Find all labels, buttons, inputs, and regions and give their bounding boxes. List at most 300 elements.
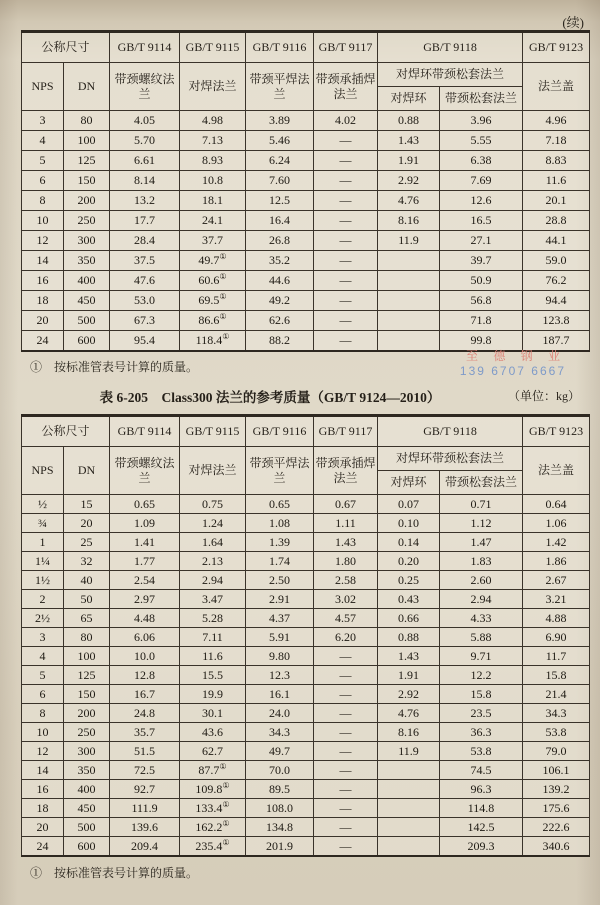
footnote-marker: ① (222, 780, 230, 790)
table-cell: — (314, 704, 378, 723)
table-cell: 74.5 (440, 761, 523, 780)
table-cell: 18.1 (180, 191, 246, 211)
table-row (22, 271, 590, 291)
header-weld-ring: 对焊环 (378, 87, 440, 111)
table-cell: — (314, 742, 378, 761)
table-row (22, 552, 590, 571)
header-weld-neck-flange: 对焊法兰 (180, 447, 246, 495)
table-cell: 19.9 (180, 685, 246, 704)
table2-body (22, 495, 590, 857)
table-cell: 49.7① (180, 251, 246, 271)
table-cell: 40 (64, 571, 110, 590)
header-weld-ring: 对焊环 (378, 471, 440, 495)
table-cell: 16.1 (246, 685, 314, 704)
table-cell: 11.7 (523, 647, 590, 666)
table-cell: 6.20 (314, 628, 378, 647)
table-cell: 67.3 (110, 311, 180, 331)
table-cell: 28.4 (110, 231, 180, 251)
table-cell: 18 (22, 291, 64, 311)
table-cell (378, 311, 440, 331)
table-cell: 16.4 (246, 211, 314, 231)
table-cell: 0.43 (378, 590, 440, 609)
table-cell: 125 (64, 666, 110, 685)
table-cell: 400 (64, 271, 110, 291)
table-cell: 109.8① (180, 780, 246, 799)
table-cell: 72.5 (110, 761, 180, 780)
header-threaded-neck-flange: 带颈螺纹法兰 (110, 63, 180, 111)
table-cell: — (314, 271, 378, 291)
header-slip-on-neck-flange: 带颈平焊法兰 (246, 63, 314, 111)
table2-title (0, 386, 540, 406)
table-cell: 4.57 (314, 609, 378, 628)
table-cell: 49.7 (246, 742, 314, 761)
table-cell: 32 (64, 552, 110, 571)
table-cell: 95.4 (110, 331, 180, 352)
header-nominal-size: 公称尺寸 (22, 416, 110, 447)
table-cell: 4.02 (314, 111, 378, 131)
table-cell: 87.7① (180, 761, 246, 780)
table-cell: 16 (22, 271, 64, 291)
table-cell: 350 (64, 761, 110, 780)
table-cell: 20.1 (523, 191, 590, 211)
table-cell: 15 (64, 495, 110, 514)
table-cell: 0.71 (440, 495, 523, 514)
table-cell: 500 (64, 818, 110, 837)
table-cell: — (314, 818, 378, 837)
table-cell: — (314, 666, 378, 685)
table-cell: 1.24 (180, 514, 246, 533)
table-cell: 300 (64, 742, 110, 761)
table-cell: 14 (22, 761, 64, 780)
footnote-table2: ① 按标准管表号计算的质量。 (30, 866, 199, 880)
table-cell: 2.60 (440, 571, 523, 590)
table-cell: 10 (22, 211, 64, 231)
table-cell: 6 (22, 685, 64, 704)
table-cell: 4.37 (246, 609, 314, 628)
table-cell: 250 (64, 211, 110, 231)
table-cell (378, 291, 440, 311)
header-neck-lap-flange: 带颈松套法兰 (440, 471, 523, 495)
table-row (22, 742, 590, 761)
table-cell: 1.64 (180, 533, 246, 552)
table-cell: 2½ (22, 609, 64, 628)
table-cell: 20 (22, 311, 64, 331)
table-cell: 150 (64, 685, 110, 704)
header-socket-weld-neck-flange: 带颈承插焊法兰 (314, 63, 378, 111)
table-cell: 1.43 (378, 647, 440, 666)
table-cell: 24 (22, 331, 64, 352)
header-gbt9115: GB/T 9115 (180, 32, 246, 63)
table-cell: 6.24 (246, 151, 314, 171)
table-cell: 5.88 (440, 628, 523, 647)
table-cell: 4 (22, 131, 64, 151)
table-cell: 92.7 (110, 780, 180, 799)
table-cell: 76.2 (523, 271, 590, 291)
table-cell: 3 (22, 628, 64, 647)
table-cell: — (314, 291, 378, 311)
table-cell: 100 (64, 647, 110, 666)
table2-unit: （单位：kg） (507, 389, 580, 403)
header-threaded-neck-flange: 带颈螺纹法兰 (110, 447, 180, 495)
table-cell: 3.89 (246, 111, 314, 131)
table-cell: 50.9 (440, 271, 523, 291)
table-cell: 6.61 (110, 151, 180, 171)
table-cell: 209.3 (440, 837, 523, 857)
table-row (22, 291, 590, 311)
header-socket-weld-neck-flange: 带颈承插焊法兰 (314, 447, 378, 495)
table-cell: — (314, 837, 378, 857)
table-cell: 2.92 (378, 685, 440, 704)
table-row (22, 514, 590, 533)
table-cell: 9.80 (246, 647, 314, 666)
table-cell: — (314, 311, 378, 331)
table-cell: 500 (64, 311, 110, 331)
table-cell: 150 (64, 171, 110, 191)
header-slip-on-neck-flange: 带颈平焊法兰 (246, 447, 314, 495)
header-nominal-size: 公称尺寸 (22, 32, 110, 63)
header-gbt9123: GB/T 9123 (523, 416, 590, 447)
table-row (22, 704, 590, 723)
table-cell: 1.41 (110, 533, 180, 552)
table-cell: 100 (64, 131, 110, 151)
table-row (22, 571, 590, 590)
table-row (22, 171, 590, 191)
table-cell: 5 (22, 666, 64, 685)
table-cell: 1.42 (523, 533, 590, 552)
table-cell: 1.91 (378, 151, 440, 171)
table-cell: 0.10 (378, 514, 440, 533)
table-cell: 12.2 (440, 666, 523, 685)
table-cell: 7.18 (523, 131, 590, 151)
table2-header (22, 416, 590, 495)
footnote-marker: ① (219, 292, 227, 301)
table-cell: 175.6 (523, 799, 590, 818)
table-row (22, 231, 590, 251)
table-cell: 5 (22, 151, 64, 171)
footnote-marker: ① (222, 818, 230, 828)
table-row (22, 799, 590, 818)
table-cell: 34.3 (246, 723, 314, 742)
table-cell: 8.14 (110, 171, 180, 191)
footnote-marker: ① (219, 252, 227, 261)
table-cell: 21.4 (523, 685, 590, 704)
table-cell: 450 (64, 291, 110, 311)
table-cell: 2.92 (378, 171, 440, 191)
table-cell: 235.4① (180, 837, 246, 857)
table-row (22, 533, 590, 552)
table-cell: — (314, 131, 378, 151)
table-cell: 24.1 (180, 211, 246, 231)
table1-body (22, 111, 590, 352)
table-cell: 6.38 (440, 151, 523, 171)
table-cell (378, 780, 440, 799)
table-cell: 1.80 (314, 552, 378, 571)
table-cell: 200 (64, 704, 110, 723)
table-row (22, 111, 590, 131)
table-cell: 1.91 (378, 666, 440, 685)
table-row (22, 251, 590, 271)
table-cell (378, 251, 440, 271)
table-cell: — (314, 761, 378, 780)
table-cell: 139.2 (523, 780, 590, 799)
table-cell: 1.77 (110, 552, 180, 571)
table-cell: 0.25 (378, 571, 440, 590)
table-cell: 1.12 (440, 514, 523, 533)
header-blind-flange: 法兰盖 (523, 63, 590, 111)
table-cell: 26.8 (246, 231, 314, 251)
table-cell: 44.6 (246, 271, 314, 291)
table-cell: 14 (22, 251, 64, 271)
table-cell: 340.6 (523, 837, 590, 857)
table-cell: 35.2 (246, 251, 314, 271)
table-cell (378, 271, 440, 291)
table-cell: 49.2 (246, 291, 314, 311)
footnote-marker: ① (222, 799, 230, 809)
table-cell: 142.5 (440, 818, 523, 837)
table-cell: 7.11 (180, 628, 246, 647)
table-cell: 106.1 (523, 761, 590, 780)
table-cell: 37.7 (180, 231, 246, 251)
table-cell: 0.20 (378, 552, 440, 571)
table-cell: 450 (64, 799, 110, 818)
table-cell: 56.8 (440, 291, 523, 311)
table-cell (378, 837, 440, 857)
table-cell: 6.90 (523, 628, 590, 647)
footnote-marker: ① (219, 272, 227, 281)
table-cell: 0.07 (378, 495, 440, 514)
table-row (22, 495, 590, 514)
table-cell: 0.65 (110, 495, 180, 514)
table-cell: 1¼ (22, 552, 64, 571)
table-cell: 1½ (22, 571, 64, 590)
table-cell: 250 (64, 723, 110, 742)
table-cell: 0.66 (378, 609, 440, 628)
table-cell: 71.8 (440, 311, 523, 331)
table-cell: 108.0 (246, 799, 314, 818)
table-cell: 12.3 (246, 666, 314, 685)
table-cell: 8.93 (180, 151, 246, 171)
table-cell: 4.48 (110, 609, 180, 628)
table-cell: 2.94 (180, 571, 246, 590)
table-cell: 6.06 (110, 628, 180, 647)
table-cell: 53.8 (523, 723, 590, 742)
table-cell: 6 (22, 171, 64, 191)
table-cell: 8 (22, 704, 64, 723)
table-cell: 16.5 (440, 211, 523, 231)
class300-flange-weight-table (21, 414, 590, 857)
table-cell: ¾ (22, 514, 64, 533)
table-cell: — (314, 211, 378, 231)
table-cell: 3.96 (440, 111, 523, 131)
table-cell: 2.54 (110, 571, 180, 590)
table-row (22, 647, 590, 666)
table-cell: 123.8 (523, 311, 590, 331)
table-cell: 20 (64, 514, 110, 533)
table-cell: 12.8 (110, 666, 180, 685)
table-cell: 24.0 (246, 704, 314, 723)
watermark-company: 至 德 钢 业 (465, 349, 566, 363)
table-row (22, 761, 590, 780)
table-row (22, 609, 590, 628)
table-cell: 111.9 (110, 799, 180, 818)
table-cell: 25 (64, 533, 110, 552)
table-cell: 350 (64, 251, 110, 271)
table-row (22, 685, 590, 704)
footnote-table1: ① 按标准管表号计算的质量。 (30, 360, 199, 374)
table-cell: 1.43 (378, 131, 440, 151)
continued-marker: (续) (562, 15, 584, 30)
footnote-marker: ① (219, 761, 227, 771)
table-cell: 34.3 (523, 704, 590, 723)
table-cell (378, 818, 440, 837)
footnote-marker: ① (222, 332, 230, 341)
table-cell: 209.4 (110, 837, 180, 857)
table-cell: 0.65 (246, 495, 314, 514)
table-cell: 2.91 (246, 590, 314, 609)
table-cell: 2.94 (440, 590, 523, 609)
header-blind-flange: 法兰盖 (523, 447, 590, 495)
table-cell: 7.60 (246, 171, 314, 191)
table-cell: 139.6 (110, 818, 180, 837)
table-cell: 80 (64, 111, 110, 131)
table-cell: 3.47 (180, 590, 246, 609)
table-row (22, 590, 590, 609)
header-nps: NPS (22, 447, 64, 495)
table-cell: 1.47 (440, 533, 523, 552)
table-cell: 35.7 (110, 723, 180, 742)
table-cell: 600 (64, 837, 110, 857)
table2-title-bar (0, 386, 600, 410)
table-cell: 44.1 (523, 231, 590, 251)
table-row (22, 628, 590, 647)
table-cell: — (314, 191, 378, 211)
table-row (22, 666, 590, 685)
table-cell: 53.0 (110, 291, 180, 311)
table-cell: 5.28 (180, 609, 246, 628)
table-cell: 133.4① (180, 799, 246, 818)
table-cell: 37.5 (110, 251, 180, 271)
table-cell: 24.8 (110, 704, 180, 723)
header-neck-lap-flange: 带颈松套法兰 (440, 87, 523, 111)
table-cell: 79.0 (523, 742, 590, 761)
watermark (460, 349, 566, 379)
table-cell: 5.91 (246, 628, 314, 647)
table-cell: 0.64 (523, 495, 590, 514)
table-cell: 1.11 (314, 514, 378, 533)
table-cell: 1.09 (110, 514, 180, 533)
table-row (22, 837, 590, 857)
table-cell: 17.7 (110, 211, 180, 231)
table-cell: 70.0 (246, 761, 314, 780)
header-dn: DN (64, 447, 110, 495)
table-cell: 162.2① (180, 818, 246, 837)
table-cell: 62.6 (246, 311, 314, 331)
table-cell: 10.8 (180, 171, 246, 191)
table-cell: 125 (64, 151, 110, 171)
header-gbt9116: GB/T 9116 (246, 32, 314, 63)
table-cell: 53.8 (440, 742, 523, 761)
footnote-marker: ① (219, 312, 227, 321)
table-cell: 600 (64, 331, 110, 352)
table-cell: 118.4① (180, 331, 246, 352)
table-cell: 1.39 (246, 533, 314, 552)
table-cell: 0.75 (180, 495, 246, 514)
table-cell: — (314, 723, 378, 742)
table-cell: 200 (64, 191, 110, 211)
table-cell: 11.6 (523, 171, 590, 191)
table-cell: 15.8 (440, 685, 523, 704)
table-cell: 51.5 (110, 742, 180, 761)
table2-title-text: Class300 法兰的参考质量（GB/T 9124—2010） (161, 390, 441, 405)
table-cell: 10 (22, 723, 64, 742)
table-cell: 15.8 (523, 666, 590, 685)
table-cell: 8.16 (378, 723, 440, 742)
table-row (22, 131, 590, 151)
table-cell: 47.6 (110, 271, 180, 291)
table-cell: 2.58 (314, 571, 378, 590)
table-cell: 2 (22, 590, 64, 609)
table-cell: 96.3 (440, 780, 523, 799)
table-cell: 9.71 (440, 647, 523, 666)
table-cell: 4.76 (378, 704, 440, 723)
table-cell: 1.83 (440, 552, 523, 571)
table-cell: 4 (22, 647, 64, 666)
table-cell: — (314, 647, 378, 666)
table-cell: 0.67 (314, 495, 378, 514)
header-gbt9115: GB/T 9115 (180, 416, 246, 447)
table-cell: 12 (22, 231, 64, 251)
header-gbt9123: GB/T 9123 (523, 32, 590, 63)
table-cell: 13.2 (110, 191, 180, 211)
table-cell: — (314, 780, 378, 799)
table-cell: 28.8 (523, 211, 590, 231)
table-cell: 27.1 (440, 231, 523, 251)
footnote-marker: ① (222, 837, 230, 847)
header-gbt9118: GB/T 9118 (378, 416, 523, 447)
table-cell: 134.8 (246, 818, 314, 837)
table-cell: 36.3 (440, 723, 523, 742)
header-gbt9118: GB/T 9118 (378, 32, 523, 63)
table-cell: ½ (22, 495, 64, 514)
table-cell: 300 (64, 231, 110, 251)
table-cell: 65 (64, 609, 110, 628)
table-cell: 5.55 (440, 131, 523, 151)
table-cell: 5.46 (246, 131, 314, 151)
table-cell: 8.83 (523, 151, 590, 171)
table-cell: 7.13 (180, 131, 246, 151)
table-row (22, 780, 590, 799)
table-cell: 30.1 (180, 704, 246, 723)
table-cell: 99.8 (440, 331, 523, 352)
table-cell: 1.43 (314, 533, 378, 552)
table-cell: 60.6① (180, 271, 246, 291)
table-cell: 62.7 (180, 742, 246, 761)
table-cell: 10.0 (110, 647, 180, 666)
table-cell: 0.88 (378, 111, 440, 131)
table-cell: 5.70 (110, 131, 180, 151)
table-cell: 50 (64, 590, 110, 609)
table-cell: 114.8 (440, 799, 523, 818)
table-cell: 1.06 (523, 514, 590, 533)
table-cell: 16.7 (110, 685, 180, 704)
table-cell: 2.67 (523, 571, 590, 590)
table-cell: 187.7 (523, 331, 590, 352)
table-cell (378, 331, 440, 352)
table-cell: 12 (22, 742, 64, 761)
table-row (22, 151, 590, 171)
table-row (22, 723, 590, 742)
watermark-phone: 139 6707 6667 (459, 364, 566, 378)
